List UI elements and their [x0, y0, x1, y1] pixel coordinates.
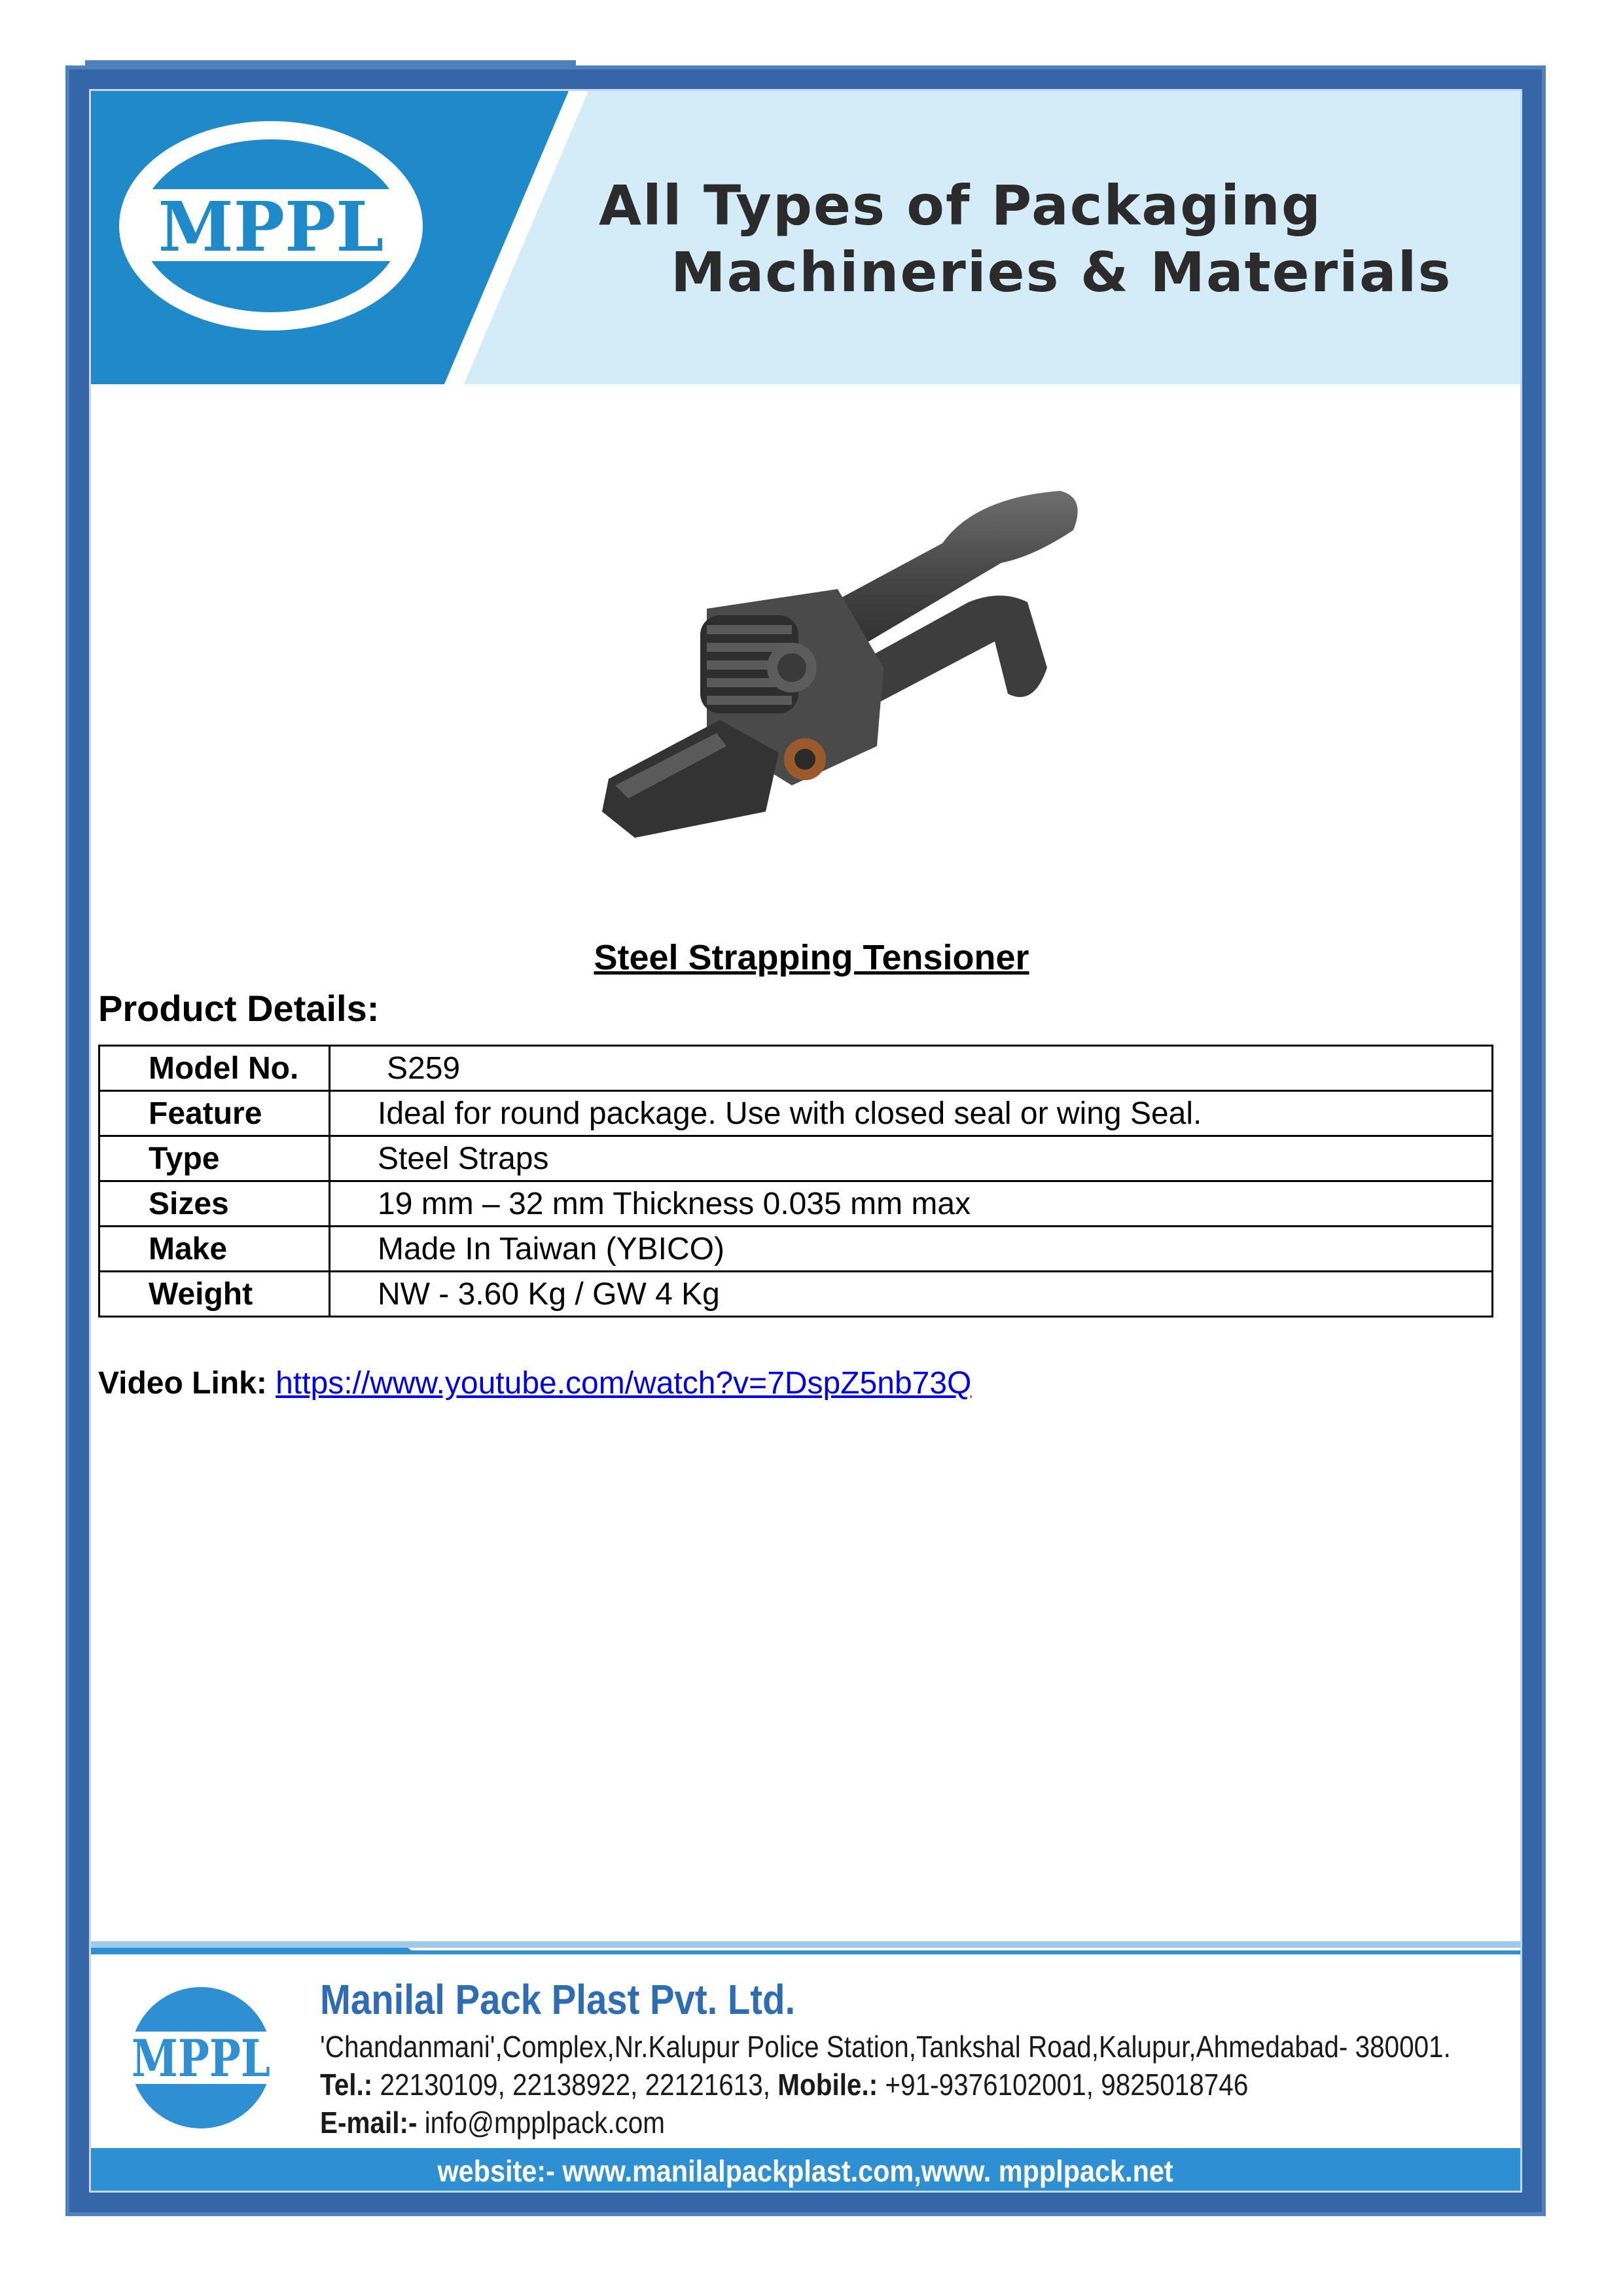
table-row [99, 1181, 1493, 1227]
table-value-cell: Ideal for round package. Use with closed seal or wing Seal. [330, 1091, 1493, 1136]
video-link-label: Video Link: [98, 1366, 267, 1401]
website-bar [91, 2148, 1520, 2191]
footer [91, 1941, 1520, 2191]
table-key-cell: Feature [99, 1091, 330, 1136]
product-title: Steel Strapping Tensioner [594, 938, 1029, 977]
email-label: E-mail:- [320, 2106, 418, 2140]
tagline-line-1: All Types of Packaging [599, 173, 1322, 238]
table-row [99, 1272, 1493, 1317]
table-value-cell: 19 mm – 32 mm Thickness 0.035 mm max [330, 1181, 1493, 1227]
product-details-table [98, 1045, 1493, 1318]
company-email [320, 2105, 665, 2140]
table-key-cell: Weight [99, 1272, 330, 1317]
table-key-cell: Type [99, 1136, 330, 1181]
mobile-value: +91-9376102001, 9825018746 [878, 2068, 1249, 2102]
table-row [99, 1227, 1493, 1272]
table-value-cell: Made In Taiwan (YBICO) [330, 1227, 1493, 1272]
top-accent-line [85, 60, 576, 65]
video-link-row [98, 1365, 971, 1401]
website-text: website:- www.manilalpackplast.com,www. mpplpack.net [437, 2154, 1174, 2188]
company-phone [320, 2067, 1248, 2102]
video-link[interactable]: https://www.youtube.com/watch?v=7DspZ5nb73Q [276, 1366, 972, 1401]
table-row [99, 1091, 1493, 1136]
header-banner [91, 91, 1520, 384]
table-value-cell: Steel Straps [330, 1136, 1493, 1181]
table-row [99, 1046, 1493, 1091]
table-value-cell: S259 [330, 1046, 1493, 1091]
table-value-cell: NW - 3.60 Kg / GW 4 Kg [330, 1272, 1493, 1317]
tel-label: Tel.: [320, 2068, 373, 2102]
header-logo-text: MPPL [158, 187, 384, 267]
mppl-logo [119, 121, 423, 331]
table-key-cell: Sizes [99, 1181, 330, 1227]
tel-value: 22130109, 22138922, 22121613, [372, 2068, 778, 2102]
tagline-line-2: Machineries & Materials [671, 240, 1452, 304]
product-details-heading: Product Details: [98, 988, 380, 1029]
company-name: Manilal Pack Plast Pvt. Ltd. [320, 1976, 796, 2023]
footer-logo-text: MPPL [132, 2028, 270, 2089]
email-value: info@mpplpack.com [417, 2106, 666, 2140]
header-background [91, 91, 1520, 384]
table-key-cell: Model No. [99, 1046, 330, 1091]
company-address: 'Chandanmani',Complex,Nr.Kalupur Police Station,Tankshal Road,Kalupur,Ahmedabad- 380001. [320, 2030, 1451, 2064]
table-key-cell: Make [99, 1227, 330, 1272]
mobile-label: Mobile.: [777, 2068, 878, 2102]
table-row [99, 1136, 1493, 1181]
product-image [576, 471, 1086, 851]
